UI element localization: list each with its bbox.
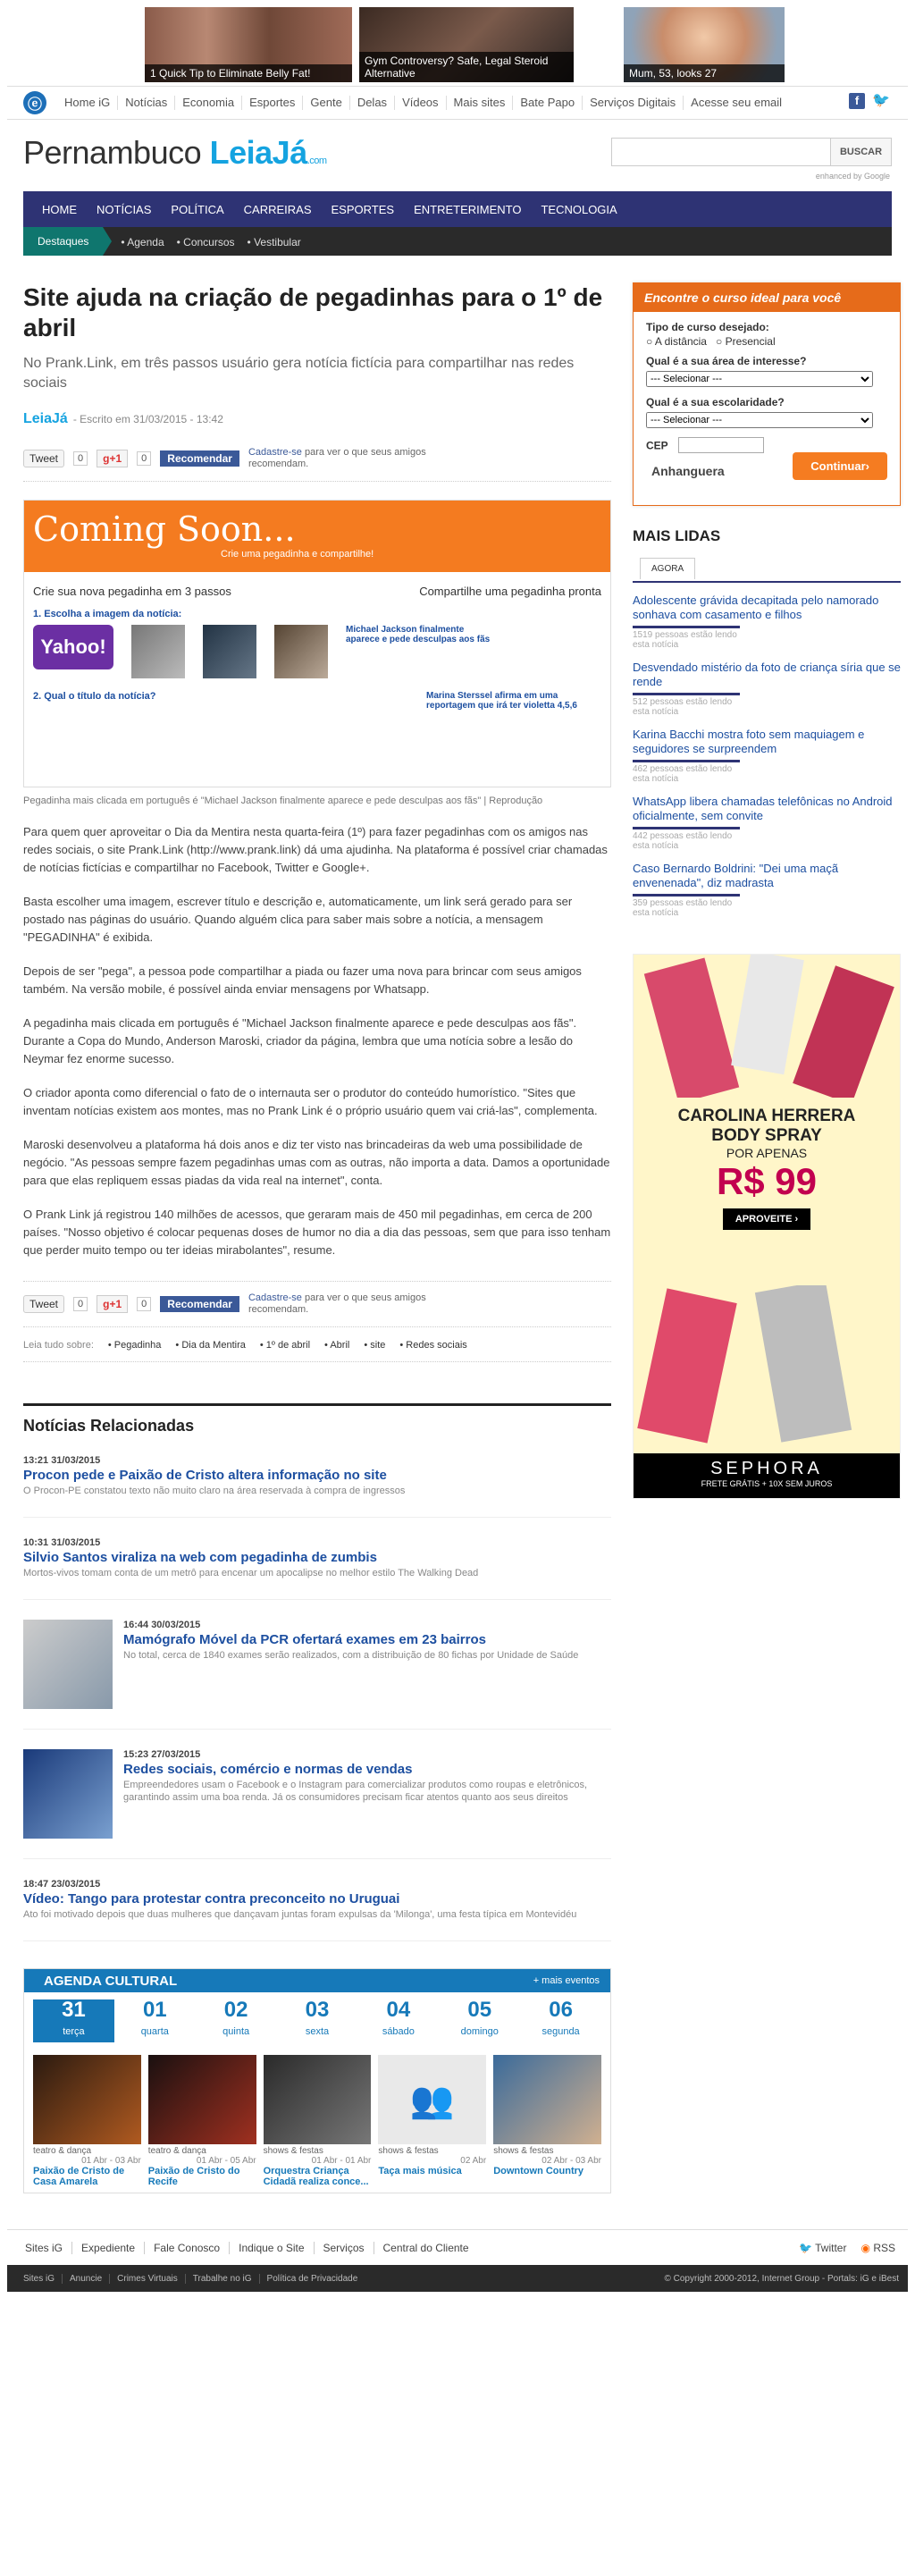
agenda-day[interactable] [357, 1999, 439, 2042]
article-paragraph: A pegadinha mais clicada em português é "Michael Jackson finalmente aparece e pede desculpas aos fãs". Durante a Copa do Mundo, Anderson Maroski, criador da página, lembra que uma notícia sobre a lesão do Neymar fez enorme sucesso. [23, 1016, 577, 1065]
footer-bottom-link[interactable]: Política de Privacidade [259, 2274, 365, 2284]
social-links [849, 93, 888, 109]
radio-distancia[interactable]: ○ [646, 335, 653, 348]
related-desc: O Procon-PE constatou texto não muito claro na área reservada à compra de ingressos [23, 1486, 406, 1496]
ig-nav-link[interactable]: Mais sites [446, 96, 513, 110]
fb-text [248, 1292, 427, 1316]
step2-label: 2. Qual o título da notícia? [33, 691, 156, 702]
mais-lidas-title[interactable]: Caso Bernardo Boldrini: "Dei uma maçã envenenada", diz madrasta [633, 862, 839, 889]
day-name: domingo [460, 2026, 499, 2037]
left-head: Crie sua nova pegadinha em 3 passos [33, 585, 231, 598]
sub-nav [23, 227, 892, 256]
mais-lidas-item[interactable] [633, 661, 901, 717]
related-item[interactable] [23, 1859, 611, 1941]
rss-icon: ◉ [860, 2241, 870, 2254]
mais-lidas-list [633, 593, 901, 918]
fb-text-rest: para ver o que seus amigos recomendam. [248, 447, 426, 469]
event-category: teatro & dança [147, 2146, 206, 2156]
mais-lidas-title[interactable]: WhatsApp libera chamadas telefônicas no Android oficialmente, sem convite [633, 795, 893, 822]
related-time: 15:23 27/03/2015 [123, 1749, 201, 1760]
agenda-cultural [23, 1968, 611, 2193]
rss-label: RSS [873, 2241, 895, 2254]
agenda-day[interactable] [196, 1999, 277, 2042]
agenda-day[interactable] [439, 1999, 520, 2042]
course-type-label: Tipo de curso desejado: [646, 321, 769, 333]
fb-recommend-button[interactable]: Recomendar [160, 450, 239, 467]
fb-signup-link[interactable]: Cadastre-se [248, 447, 302, 458]
related-title-link[interactable]: Vídeo: Tango para protestar contra preconceito no Uruguai [23, 1891, 400, 1907]
ig-nav-link[interactable]: Bate Papo [512, 96, 582, 110]
main-nav-link[interactable]: CARREIRAS [243, 202, 312, 216]
ig-nav-link[interactable]: Gente [302, 96, 348, 110]
event-date: 01 Abr - 01 Abr [311, 2156, 372, 2166]
agenda-day[interactable] [277, 1999, 358, 2042]
mj-thumb [274, 625, 328, 678]
top-ads [7, 0, 908, 86]
article-paragraph: Maroski desenvolveu a plataforma há dois anos e diz ter visto nas brincadeiras da web uma possibilidade de negócio. "As pessoas sempre fazem pegadinhas umas com as outras, não importa a data. Damos a oportunidade para que elas repliquem essas piadas da vida real na internet", conta. [23, 1138, 610, 1187]
cep-input[interactable] [678, 437, 764, 453]
aproveite-button[interactable]: APROVEITE › [723, 1208, 810, 1230]
agenda-title: AGENDA CULTURAL [44, 1973, 178, 1989]
footer-bottom-links [16, 2274, 365, 2284]
mais-lidas-views: 462 pessoas estão lendo esta notícia [633, 760, 740, 784]
sephora-ad[interactable] [633, 954, 901, 1499]
footer-link[interactable]: Expediente [71, 2242, 144, 2254]
perfume-bottles-bottom-art [634, 1285, 901, 1446]
related-time: 16:44 30/03/2015 [123, 1620, 201, 1630]
byline-logo: LeiaJá [23, 411, 68, 426]
mais-lidas-views: 359 pessoas estão lendo esta notícia [633, 894, 740, 918]
day-name: terça [63, 2026, 85, 2037]
related-item[interactable] [23, 1518, 611, 1600]
people-icon: 👥 [378, 2055, 486, 2144]
ad-gym[interactable] [359, 7, 574, 82]
ig-bar [7, 86, 908, 120]
day-name: sábado [382, 2026, 415, 2037]
related-item[interactable] [23, 1600, 611, 1730]
perfume-bottles-art [634, 955, 901, 1098]
google-credit: enhanced by Google [815, 172, 890, 181]
related-thumb [23, 1620, 113, 1709]
fb-text [248, 447, 427, 470]
event-category: shows & festas [493, 2146, 554, 2156]
mais-lidas-item[interactable] [633, 593, 901, 650]
ad-brand: CAROLINA HERRERA [677, 1107, 856, 1125]
tag-link[interactable]: • 1º de abril [259, 1340, 311, 1351]
event-image [493, 2055, 601, 2144]
event-card[interactable] [33, 2055, 141, 2187]
event-date: 01 Abr - 05 Abr [196, 2156, 256, 2166]
eagle-thumb [203, 625, 256, 678]
search-form [611, 138, 892, 166]
event-title[interactable]: Paixão de Cristo do Recife [147, 2166, 240, 2187]
ig-logo-icon[interactable]: ⓔ [23, 91, 46, 114]
day-number: 04 [386, 1998, 411, 2022]
event-card[interactable] [264, 2055, 372, 2187]
footer-twitter-link[interactable] [799, 2242, 846, 2254]
ad-copy [634, 1107, 900, 1230]
event-category: teatro & dança [33, 2146, 92, 2156]
article-column [23, 282, 611, 2193]
footer-link[interactable]: Fale Conosco [144, 2242, 229, 2254]
figure-body [24, 572, 610, 723]
day-number: 03 [305, 1998, 330, 2022]
sub-nav-link[interactable]: • Agenda [121, 235, 164, 248]
agenda-events [24, 2050, 610, 2193]
tag-link[interactable]: • Abril [324, 1340, 350, 1351]
event-card[interactable] [148, 2055, 256, 2187]
event-date: 02 Abr [460, 2156, 487, 2166]
related-desc: Empreendedores usam o Facebook e o Instagram para comercializar produtos como roupas e eletrônicos, garantindo assim uma boa renda. Já os consumidores precisam ficar atentos quanto aos seus direitos [123, 1780, 588, 1803]
day-name: quinta [222, 2026, 250, 2037]
mais-lidas-item[interactable] [633, 728, 901, 784]
footer-link[interactable]: Serviços [314, 2242, 374, 2254]
byline-date: - Escrito em 31/03/2015 - 13:42 [72, 413, 223, 425]
ig-nav-link[interactable]: Notícias [117, 96, 174, 110]
search-button[interactable]: BUSCAR [831, 138, 892, 166]
tags-label: Leia tudo sobre: [23, 1340, 94, 1351]
facebook-icon[interactable]: f [849, 93, 865, 109]
image-caption: Pegadinha mais clicada em português é "Michael Jackson finalmente aparece e pede desculpas aos fãs" | Reprodução [23, 796, 543, 806]
twitter-label: Twitter [815, 2241, 847, 2254]
mais-lidas-title[interactable]: Adolescente grávida decapitada pelo namorado sonhava com casamento e filhos [633, 593, 879, 621]
esc-label: Qual é a sua escolaridade? [646, 396, 785, 408]
event-title[interactable]: Taça mais música [378, 2166, 462, 2176]
more-events-link[interactable]: + mais eventos [533, 1975, 600, 1986]
logo-suffix: .com [306, 156, 327, 166]
tag-link[interactable]: • Redes sociais [399, 1340, 467, 1351]
gplus-button[interactable]: g+1 [97, 1295, 128, 1313]
footer-rss-link[interactable] [860, 2242, 895, 2254]
related-item[interactable] [23, 1435, 611, 1518]
twitter-icon: 🐦 [799, 2241, 813, 2254]
continue-button[interactable]: Continuar› [793, 452, 887, 480]
related-time: 18:47 23/03/2015 [23, 1879, 101, 1890]
course-finder [633, 282, 901, 506]
article-title: Site ajuda na criação de pegadinhas para o 1º de abril [23, 283, 603, 341]
ad-store: SEPHORA [710, 1459, 823, 1478]
ad-store-sub: FRETE GRÁTIS + 10X SEM JUROS [701, 1479, 833, 1488]
event-card[interactable] [378, 2055, 486, 2187]
yahoo-logo: Yahoo! [33, 625, 113, 669]
ig-nav-link[interactable]: Serviços Digitais [582, 96, 683, 110]
footer-link[interactable]: Indique o Site [229, 2242, 313, 2254]
related-desc: Ato foi motivado depois que duas mulheres que dançavam juntas foram expulsas da 'Milonga', uma festa típica em Montevidéu [23, 1909, 577, 1920]
event-image [33, 2055, 141, 2144]
sub-nav-link[interactable]: • Concursos [176, 235, 235, 248]
main-nav-link[interactable]: HOME [42, 202, 77, 216]
mais-lidas-title[interactable]: Desvendado mistério da foto de criança síria que se rende [633, 661, 901, 688]
esc-select[interactable] [646, 412, 873, 428]
article-lead: No Prank.Link, em três passos usuário gera notícia fictícia para compartilhar nas redes sociais [23, 356, 575, 391]
day-number: 05 [467, 1998, 492, 2022]
footer [7, 2229, 908, 2265]
mais-lidas-title[interactable]: Karina Bacchi mostra foto sem maquiagem e seguidores se surpreendem [633, 728, 865, 755]
article-paragraph: Depois de ser "pega", a pessoa pode compartilhar a piada ou fazer uma nova para brincar com seus amigos também. Na versão mobile, é possível ainda enviar mensagens por Whatsapp. [23, 964, 582, 996]
tweet-button[interactable]: Tweet [23, 450, 64, 467]
ig-nav-link[interactable]: Esportes [241, 96, 302, 110]
mais-lidas-views: 512 pessoas estão lendo esta notícia [633, 693, 740, 717]
fb-recommend-button[interactable]: Recomendar [160, 1296, 239, 1312]
banner-sub: Crie uma pegadinha e compartilhe! [221, 549, 374, 560]
gplus-count: 0 [137, 1297, 151, 1311]
sephora-footer [634, 1453, 900, 1498]
agenda-day[interactable] [33, 1999, 114, 2042]
event-title[interactable]: Paixão de Cristo de Casa Amarela [33, 2166, 125, 2187]
sub-nav-items [121, 235, 313, 248]
tweet-count: 0 [73, 451, 88, 466]
day-name: segunda [541, 2026, 580, 2037]
ad-caption: Gym Controversy? Safe, Legal Steroid Alternative [359, 52, 574, 82]
banner-title: Coming Soon... [33, 509, 296, 549]
area-label: Qual é a sua área de interesse? [646, 355, 807, 367]
ad-product: BODY SPRAY [711, 1126, 822, 1145]
ig-nav-link[interactable]: Vídeos [394, 96, 445, 110]
related-title-link[interactable]: Silvio Santos viraliza na web com pegadinha de zumbis [23, 1550, 377, 1565]
ms-head: Marina Sterssel afirma em uma reportagem que irá ter violetta 4,5,6 [426, 691, 577, 711]
area-select[interactable] [646, 371, 873, 387]
copyright: © Copyright 2000-2012, Internet Group - Portals: iG e iBest [664, 2273, 899, 2284]
day-name: quarta [140, 2026, 169, 2037]
gplus-button[interactable]: g+1 [97, 450, 128, 467]
ad-caption: Mum, 53, looks 27 [624, 64, 785, 82]
tag-link[interactable]: • Dia da Mentira [175, 1340, 246, 1351]
event-category: shows & festas [378, 2146, 439, 2156]
logo-text: LeiaJá [209, 134, 307, 171]
mj-head: Michael Jackson finalmente aparece e pede desculpas aos fãs [346, 625, 491, 644]
related-title-link[interactable]: Redes sociais, comércio e normas de vendas [123, 1762, 413, 1777]
footer-link[interactable]: Central do Cliente [374, 2242, 478, 2254]
ig-nav-link[interactable]: Delas [349, 96, 394, 110]
day-number: 06 [549, 1998, 573, 2022]
related-list [23, 1435, 611, 1941]
main-nav-link[interactable]: ENTRETERIMENTO [414, 202, 522, 216]
day-number: 31 [62, 1998, 86, 2022]
agenda-days [24, 1992, 610, 2050]
related-item[interactable] [23, 1730, 611, 1859]
tab-agora[interactable]: AGORA [640, 558, 695, 579]
related-title-link[interactable]: Mamógrafo Móvel da PCR ofertará exames em 23 bairros [123, 1632, 486, 1647]
event-image [264, 2055, 372, 2144]
footer-links [16, 2242, 478, 2254]
agenda-day[interactable] [520, 1999, 601, 2042]
article-paragraph: O criador aponta como diferencial o fato de o internauta ser o produtor do conteúdo humorístico. "Sites que inventam notícias existem aos montes, mas no Prank Link é o próprio usuário quem vai criá-las", complementa. [23, 1086, 598, 1117]
tweet-count: 0 [73, 1297, 88, 1311]
ad-belly-fat[interactable] [145, 7, 352, 82]
tag-link[interactable]: • site [364, 1340, 386, 1351]
page [7, 0, 908, 2292]
day-number: 02 [223, 1998, 248, 2022]
anhanguera-logo: Anhanguera [651, 464, 725, 478]
footer-bottom-link[interactable]: Anuncie [62, 2274, 109, 2284]
destaques-label: Destaques [23, 227, 103, 256]
article-image [23, 500, 611, 787]
course-title: Encontre o curso ideal para você [634, 283, 900, 312]
twitter-icon[interactable]: 🐦 [872, 93, 890, 108]
region-name: Pernambuco [23, 134, 202, 171]
footer-bottom-link[interactable]: Sites iG [23, 2273, 55, 2284]
article-paragraph: Para quem quer aproveitar o Dia da Mentira nesta quarta-feira (1º) para fazer pegadinhas com os amigos nas redes sociais, o site Prank.Link (http://www.prank.link) dá uma ajudinha. Na plataforma é possível criar chamadas de notícias fictícias e compartilhar no Facebook, Twitter e Google+. [23, 825, 608, 874]
ig-nav-link[interactable]: Home iG [64, 96, 111, 109]
day-number: 01 [142, 1998, 167, 2022]
footer-bottom-link[interactable]: Crimes Virtuais [109, 2274, 185, 2284]
tweet-button[interactable]: Tweet [23, 1295, 64, 1313]
right-head: Compartilhe uma pegadinha pronta [419, 585, 601, 598]
search-input[interactable] [611, 138, 831, 166]
event-title[interactable]: Downtown Country [493, 2166, 584, 2176]
ad-price: R$ 99 [716, 1160, 818, 1202]
coming-soon-banner [24, 501, 610, 572]
related-thumb [23, 1749, 113, 1839]
ad-por: POR APENAS [726, 1146, 808, 1160]
share-bar-bottom [23, 1292, 611, 1316]
radio-presencial[interactable]: ○ [715, 335, 723, 348]
mais-lidas-title: MAIS LIDAS [633, 527, 721, 544]
article-paragraph: Basta escolher uma imagem, escrever título e descrição e, automaticamente, um link será gerado para ser postado nas páginas do usuário. Quando alguém clica para saber mais sobre a notícia, a mensagem "PEGADINHA" é exibida. [23, 895, 573, 944]
opt-presencial: Presencial [725, 335, 776, 348]
main-nav [23, 191, 892, 227]
tag-link[interactable]: • Pegadinha [107, 1340, 162, 1351]
fb-signup-link[interactable]: Cadastre-se [248, 1292, 302, 1303]
related-time: 10:31 31/03/2015 [23, 1537, 101, 1548]
sub-nav-link[interactable]: • Vestibular [247, 235, 301, 248]
sidebar [633, 282, 901, 2193]
agenda-header [24, 1969, 610, 1992]
agenda-day[interactable] [114, 1999, 196, 2042]
footer-link[interactable]: Sites iG [25, 2241, 63, 2254]
tag-list [23, 1340, 611, 1351]
cep-label: CEP [646, 439, 668, 452]
related-title-link[interactable]: Procon pede e Paixão de Cristo altera informação no site [23, 1468, 387, 1483]
ig-nav-link[interactable]: Acesse seu email [683, 96, 789, 110]
site-logo[interactable] [23, 134, 327, 172]
footer-bottom [7, 2265, 908, 2292]
ig-nav [57, 96, 789, 110]
ad-mum[interactable] [624, 7, 785, 82]
day-name: sexta [305, 2026, 330, 2037]
related-desc: Mortos-vivos tomam conta de um metrô para encenar um apocalipse no melhor estilo The Walking Dead [23, 1568, 479, 1578]
face-thumb [131, 625, 185, 678]
event-image [148, 2055, 256, 2144]
event-date: 01 Abr - 03 Abr [81, 2156, 141, 2166]
main-nav-link[interactable]: TECNOLOGIA [541, 202, 617, 216]
main-nav-link[interactable]: POLÍTICA [171, 202, 224, 216]
main-nav-link[interactable]: ESPORTES [331, 202, 395, 216]
event-date: 02 Abr - 03 Abr [541, 2156, 601, 2166]
step1-label: 1. Escolha a imagem da notícia: [33, 609, 182, 619]
related-desc: No total, cerca de 1840 exames serão realizados, com a distribuição de 80 fichas por Unidade de Saúde [123, 1650, 579, 1661]
footer-bottom-link[interactable]: Trabalhe no iG [185, 2274, 259, 2284]
mais-lidas-item[interactable] [633, 862, 901, 918]
mais-lidas-views: 1519 pessoas estão lendo esta notícia [633, 626, 740, 650]
fb-text-rest: para ver o que seus amigos recomendam. [248, 1292, 426, 1315]
article-body [23, 823, 611, 1259]
event-category: shows & festas [263, 2146, 323, 2156]
event-title[interactable]: Orquestra Criança Cidadã realiza conce... [263, 2166, 369, 2187]
site-header [7, 120, 908, 191]
mais-lidas-views: 442 pessoas estão lendo esta notícia [633, 827, 740, 851]
mais-lidas-tabs [633, 558, 901, 583]
byline [23, 411, 611, 427]
share-bar [23, 447, 611, 470]
related-time: 13:21 31/03/2015 [23, 1455, 101, 1466]
ig-nav-link[interactable]: Economia [174, 96, 241, 110]
ad-caption: 1 Quick Tip to Eliminate Belly Fat! [145, 64, 352, 82]
main-nav-link[interactable]: NOTÍCIAS [97, 202, 152, 216]
event-card[interactable] [493, 2055, 601, 2187]
article-paragraph: O Prank Link já registrou 140 milhões de acessos, que geraram mais de 450 mil pegadinhas, em cerca de 200 países. "Nosso objetivo é colocar pequenas doses de humor no dia a dia das pessoas, sem que para isso tenham que perder muito tempo ou ter ideias mirabolantes", resume. [23, 1208, 611, 1257]
mais-lidas-item[interactable] [633, 795, 901, 851]
related-title: Notícias Relacionadas [23, 1403, 611, 1435]
opt-distancia: A distância [654, 335, 707, 348]
gplus-count: 0 [137, 451, 151, 466]
